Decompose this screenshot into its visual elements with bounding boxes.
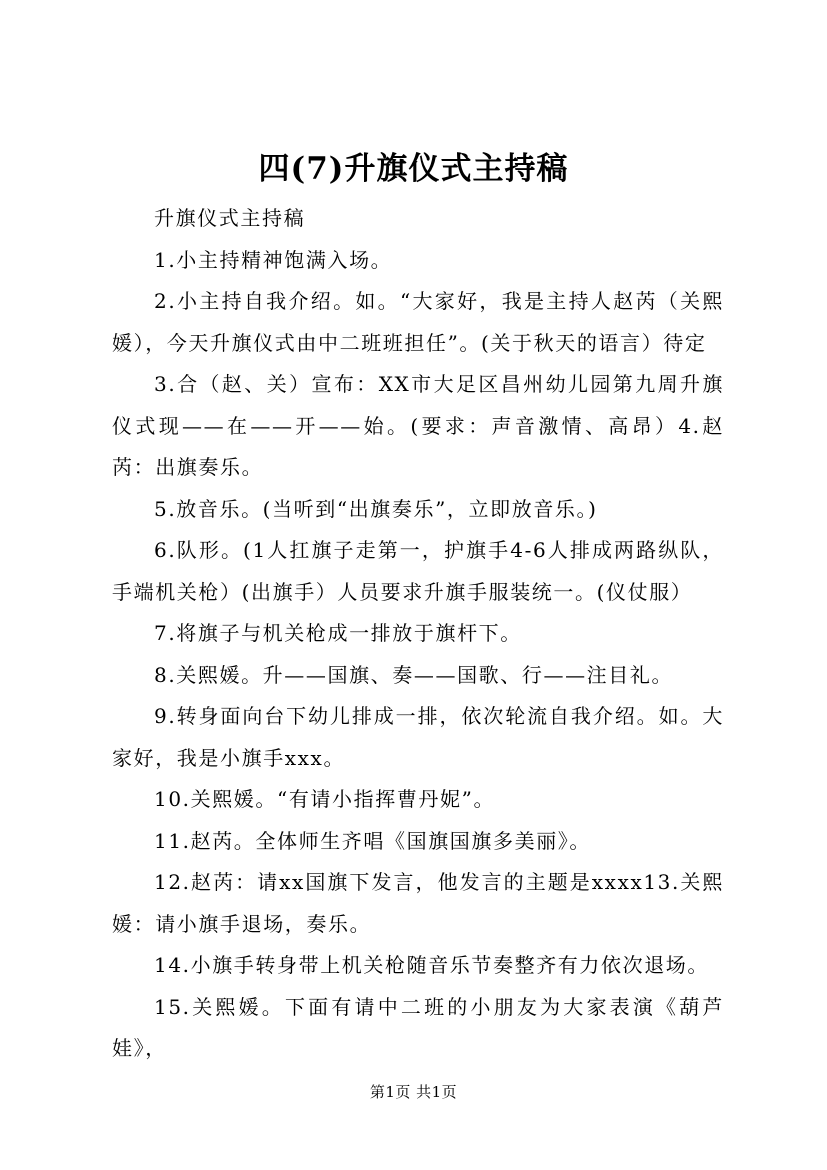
paragraph: 8.关熙媛。升——国旗、奏——国歌、行——注目礼。 <box>154 662 674 687</box>
paragraph: 7.将旗子与机关枪成一排放于旗杆下。 <box>154 621 522 645</box>
paragraph: 14.小旗手转身带上机关枪随音乐节奏整齐有力依次退场。 <box>154 953 710 977</box>
paragraph: 升旗仪式主持稿 <box>154 206 306 230</box>
document-body <box>112 198 724 1070</box>
paragraph: 9.转身面向台下幼儿排成一排，依次轮流自我介绍。如。大家好，我是小旗手xxx。 <box>112 704 724 770</box>
paragraph: 15.关熙媛。下面有请中二班的小朋友为大家表演《葫芦娃》， <box>112 994 724 1060</box>
document-title: 四(7)升旗仪式主持稿 <box>258 151 569 187</box>
paragraph: 11.赵芮。全体师生齐唱《国旗国旗多美丽》。 <box>154 828 592 853</box>
paragraph: 3.合（赵、关）宣布：XX市大足区昌州幼儿园第九周升旗仪式现——在——开——始。(要求：声音激情、高昂）4.赵芮：出旗奏乐。 <box>112 372 724 479</box>
paragraph: 10.关熙媛。“有请小指挥曹丹妮”。 <box>154 787 496 811</box>
paragraph: 6.队形。(1人扛旗子走第一，护旗手4-6人排成两路纵队，手端机关枪）(出旗手）人员要求升旗手服装统一。(仪仗服） <box>112 538 724 604</box>
paragraph: 5.放音乐。(当听到“出旗奏乐”，立即放音乐。) <box>154 496 598 521</box>
paragraph: 1.小主持精神饱满入场。 <box>154 247 393 272</box>
paragraph: 2.小主持自我介绍。如。“大家好，我是主持人赵芮（关熙媛），今天升旗仪式由中二班班担任”。(关于秋天的语言）待定 <box>112 289 724 355</box>
paragraph: 12.赵芮：请xx国旗下发言，他发言的主题是xxxx13.关熙媛：请小旗手退场，奏乐。 <box>112 870 724 936</box>
page-footer: 第1页 共1页 <box>369 1083 458 1101</box>
